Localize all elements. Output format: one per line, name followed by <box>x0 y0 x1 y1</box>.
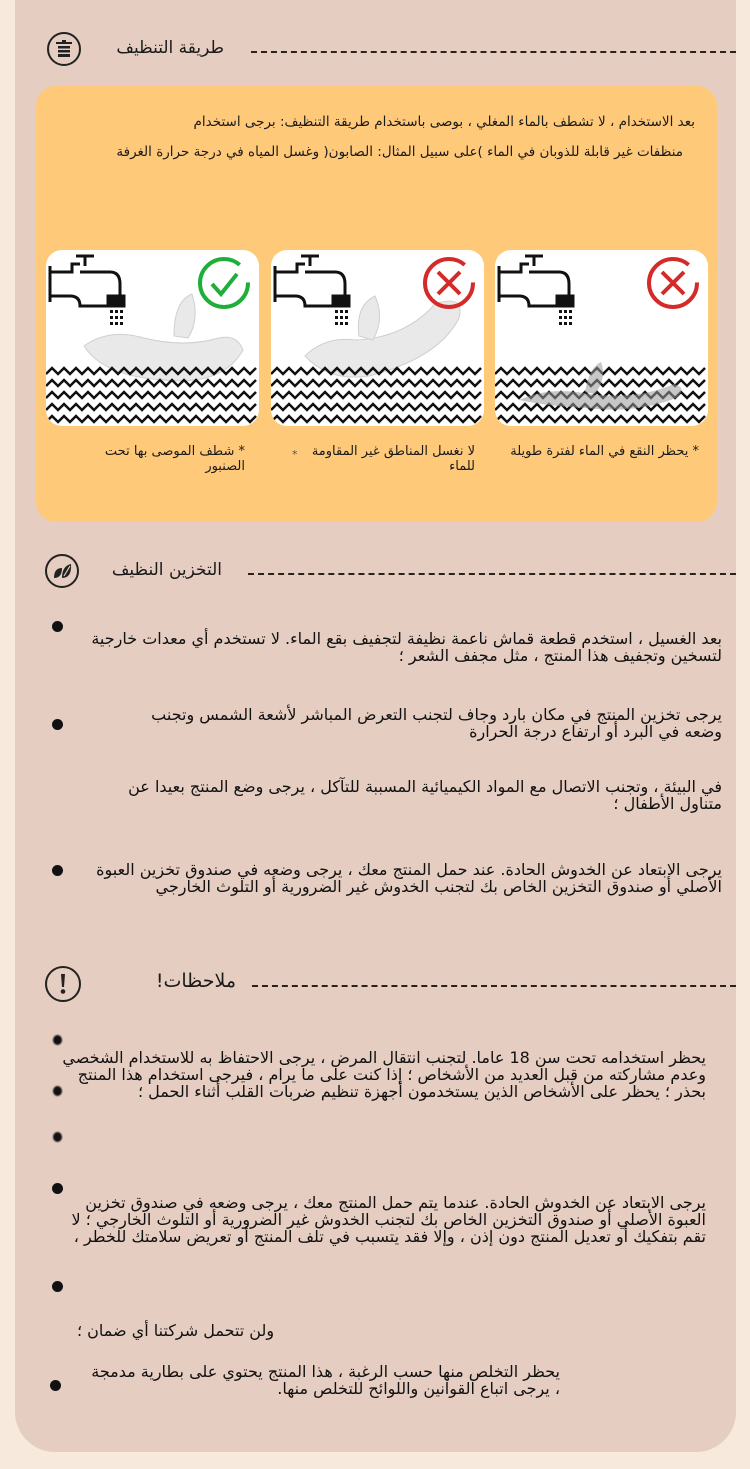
list-bullet <box>53 1132 62 1142</box>
caption-rinse: * شطف الموصى بها تحت الصنبور <box>104 444 245 474</box>
cleaning-intro-line1: بعد الاستخدام ، لا تشطف بالماء المغلي ، بوصى باستخدام طريقة التنظيف: برجى استخدام <box>193 114 695 130</box>
water-waves <box>271 368 481 422</box>
list-bullet <box>52 719 63 730</box>
cleaning-intro-line2: منظفات غير قابلة للذوبان في الماء )على سبيل المثال: الصابون( وغسل المياه في درجة حرارة الغرفة <box>116 144 683 160</box>
caption-non-waterproof: لا نغسل المناطق غير المقاومة للماء <box>311 444 475 474</box>
storage-item: يرجى الابتعاد عن الخدوش الحادة. عند حمل المنتج معك ، يرجى وضعه في صندوق تخزين العبوة الأصلي أو صندوق التخزين الخاص بك لتجنب الخدوش غير الضرورية أو التلوث الخارجي <box>96 860 722 896</box>
storage-section-title: التخزين النظيف <box>111 560 222 580</box>
content-panel <box>15 0 736 1452</box>
illustration-card-soak <box>495 250 708 426</box>
notes-section-header <box>15 964 736 1004</box>
caption-soak: * يحظر النقع في الماء لفترة طويلة <box>510 444 699 459</box>
faucet-circle-icon <box>47 32 81 66</box>
cleaning-illustrations <box>46 250 708 426</box>
list-bullet <box>52 621 63 632</box>
illustration-card-non-waterproof <box>271 250 484 426</box>
notes-item: يحظر التخلص منها حسب الرغبة ، هذا المنتج يحتوي على بطارية مدمجة ، يرجى اتباع القوانين واللوائح للتخلص منها. <box>91 1362 560 1398</box>
list-bullet <box>50 1380 61 1391</box>
section-divider <box>248 573 736 575</box>
faucet-icon <box>50 256 124 306</box>
list-bullet <box>52 1183 63 1194</box>
notes-section-title: ملاحظات! <box>155 970 236 992</box>
cleaning-instructions-box <box>36 86 717 522</box>
faucet-icon <box>499 256 573 306</box>
section-divider <box>251 51 736 53</box>
caption-bullet: * <box>292 448 298 461</box>
check-icon <box>200 259 248 307</box>
notes-item: ولن تتحمل شركتنا أي ضمان ؛ <box>77 1321 275 1340</box>
cleaning-section-header <box>15 30 736 70</box>
exclamation-circle-icon <box>45 966 81 1002</box>
storage-item: بعد الغسيل ، استخدم قطعة قماش ناعمة نظيفة لتجفيف بقع الماء. لا تستخدم أي معدات خارجية لتسخين وتجفيف هذا المنتج ، مثل مجفف الشعر ؛ <box>91 629 722 665</box>
notes-item: يحظر استخدامه تحت سن 18 عاما. لتجنب انتقال المرض ، يرجى الاحتفاظ به للاستخدام الشخصي وعدم مشاركته من قبل العديد من الأشخاص ؛ إذا كنت على ما يرام ، فيرجى استخدام هذا المنتج بحذر ؛ يحظر على الأشخاص الذين يستخدمون أجهزة تنظيم ضربات القلب أثناء الحمل ؛ <box>62 1048 706 1101</box>
faucet-icon <box>275 256 349 306</box>
leaves-circle-icon <box>45 554 79 588</box>
list-bullet <box>52 1281 63 1292</box>
storage-item: في البيئة ، وتجنب الاتصال مع المواد الكيميائية المسببة للتآكل ، يرجى وضع المنتج بعيدا عن متناول الأطفال ؛ <box>128 777 722 813</box>
product-shape <box>305 296 460 377</box>
storage-item: يرجى تخزين المنتج في مكان بارد وجاف لتجنب التعرض المباشر لأشعة الشمس وتجنب وضعه في البرد أو ارتفاع درجة الحرارة <box>151 705 722 741</box>
list-bullet <box>53 1035 62 1045</box>
storage-section-header <box>15 552 736 592</box>
section-divider <box>252 985 736 987</box>
notes-item: يرجى الابتعاد عن الخدوش الحادة. عندما يتم حمل المنتج معك ، يرجى وضعه في صندوق تخزين العبوة الأصلي أو صندوق التخزين الخاص بك لتجنب الخدوش غير الضرورية أو التلوث الخارجي ؛ لا تقم بتفكيك أو تعديل المنتج دون إذن ، وإلا فقد يتسبب في تلف المنتج أو تعريض سلامتك للخطر ، <box>71 1193 706 1246</box>
illustration-card-rinse <box>46 250 259 426</box>
cleaning-section-title: طريقة التنظيف <box>116 38 224 58</box>
